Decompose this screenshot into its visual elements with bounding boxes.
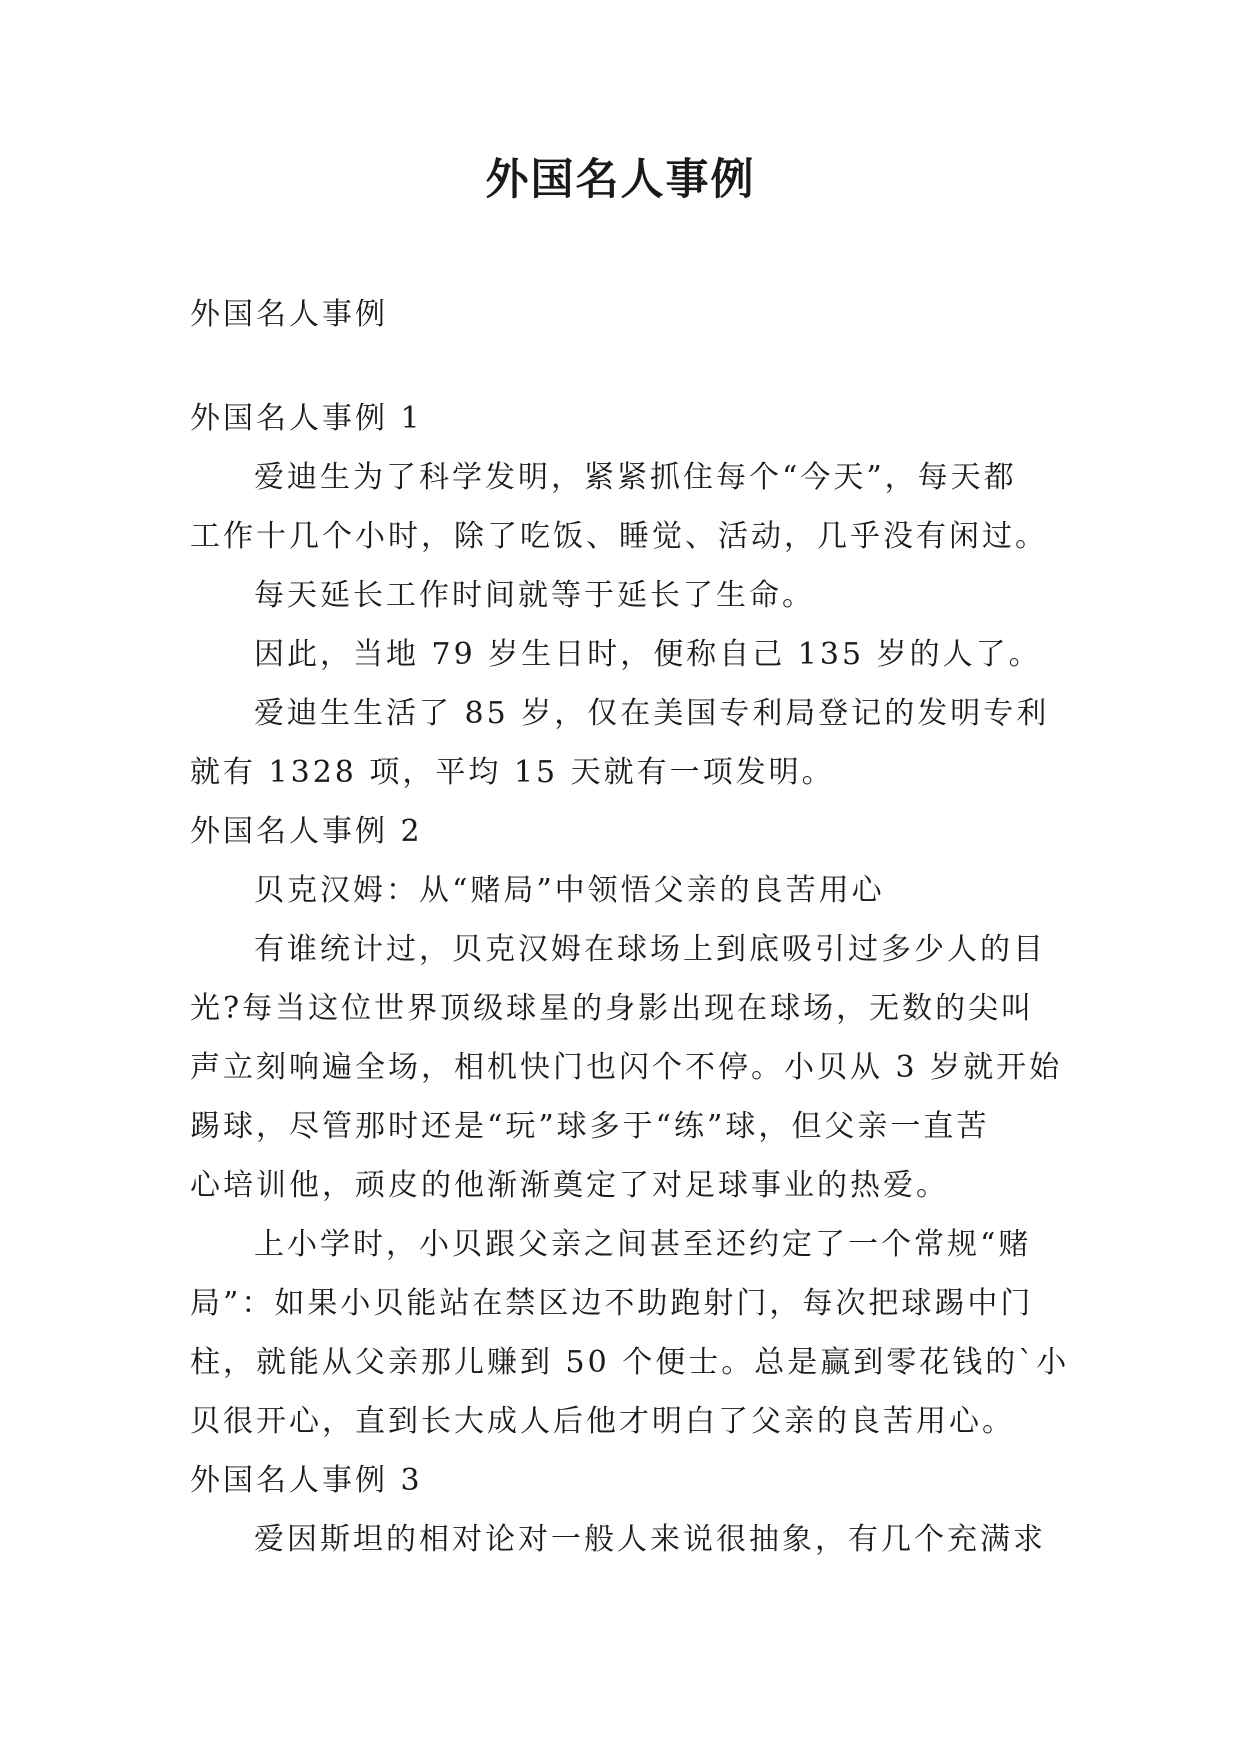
paragraph-line: 光?每当这位世界顶级球星的身影出现在球场，无数的尖叫 [190, 991, 1035, 1026]
document-subtitle: 外国名人事例 [190, 297, 388, 332]
paragraph-line: 有谁统计过，贝克汉姆在球场上到底吸引过多少人的目 [254, 932, 1046, 967]
section-heading-2: 外国名人事例 2 [190, 814, 423, 849]
paragraph-line: 踢球，尽管那时还是“玩”球多于“练”球，但父亲一直苦 [190, 1109, 990, 1144]
paragraph-line: 声立刻响遍全场，相机快门也闪个不停。小贝从 3 岁就开始 [190, 1050, 1063, 1085]
paragraph-line: 因此，当地 79 岁生日时，便称自己 135 岁的人了。 [254, 637, 1042, 672]
paragraph-line: 局”：如果小贝能站在禁区边不助跑射门，每次把球踢中门 [190, 1286, 1034, 1321]
section-heading-1: 外国名人事例 1 [190, 401, 423, 436]
paragraph-line: 爱迪生生活了 85 岁，仅在美国专利局登记的发明专利 [254, 696, 1050, 731]
paragraph-line: 心培训他，顽皮的他渐渐奠定了对足球事业的热爱。 [190, 1168, 949, 1203]
paragraph-line: 上小学时，小贝跟父亲之间甚至还约定了一个常规“赌 [254, 1227, 1032, 1262]
paragraph-line: 每天延长工作时间就等于延长了生命。 [254, 578, 815, 613]
paragraph-line: 就有 1328 项，平均 15 天就有一项发明。 [190, 755, 835, 790]
paragraph-line: 贝很开心，直到长大成人后他才明白了父亲的良苦用心。 [190, 1404, 1015, 1439]
paragraph-line: 工作十几个小时，除了吃饭、睡觉、活动，几乎没有闲过。 [190, 519, 1048, 554]
paragraph-line: 爱因斯坦的相对论对一般人来说很抽象，有几个充满求 [254, 1522, 1046, 1557]
document-body [190, 285, 1070, 1569]
document-title: 外国名人事例 [485, 155, 756, 205]
paragraph-line: 贝克汉姆：从“赌局”中领悟父亲的良苦用心 [254, 873, 885, 908]
paragraph-line: 爱迪生为了科学发明，紧紧抓住每个“今天”，每天都 [254, 460, 1017, 495]
section-heading-3: 外国名人事例 3 [190, 1463, 423, 1498]
paragraph-line: 柱，就能从父亲那儿赚到 50 个便士。总是赢到零花钱的`小 [190, 1345, 1070, 1380]
